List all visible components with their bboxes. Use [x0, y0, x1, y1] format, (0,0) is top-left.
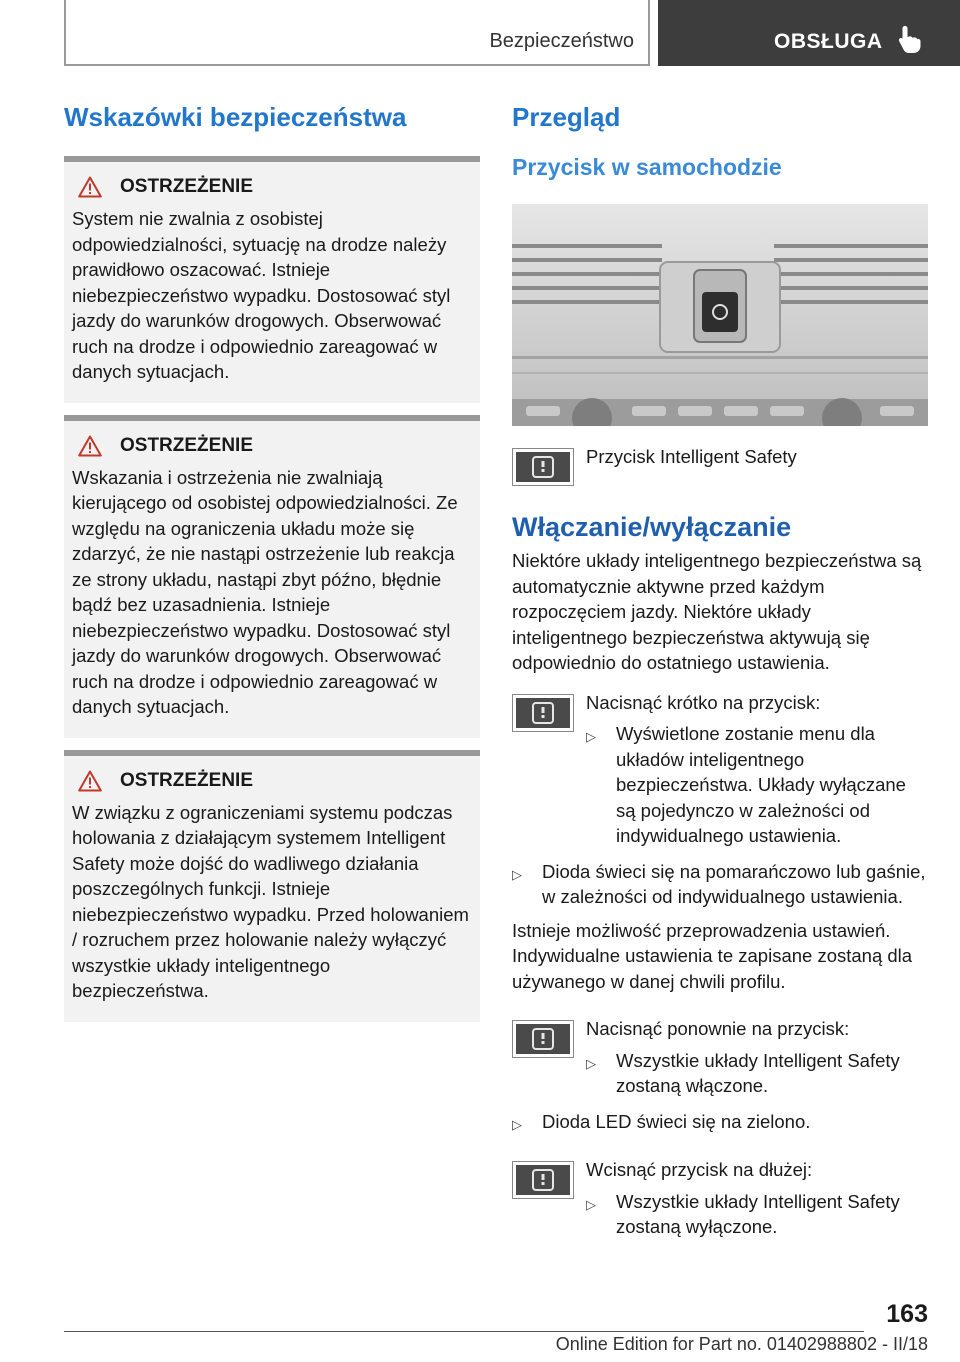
header-divider-mid: [648, 0, 650, 66]
warning-header: [72, 435, 472, 457]
warning-label: OSTRZEŻENIE: [120, 769, 254, 791]
bullet-text: Wyświetlone zostanie menu dla układów inteligentnego bezpieczeństwa. Układy wyłączane są pojedynczo w zależności od indywidualnego ustawienia.: [616, 723, 906, 846]
step-press-again: [512, 1016, 928, 1099]
step-text: Wcisnąć przycisk na dłużej:: [586, 1159, 813, 1180]
step-text: Nacisnąć krótko na przycisk:: [586, 691, 821, 713]
warning-triangle-icon: [78, 435, 102, 457]
bullet-triangle-icon: ▷: [512, 866, 522, 882]
bullet-text: Dioda świeci się na pomarańczowo lub gaśnie, w zależności od indywidualnego ustawienia.: [542, 860, 926, 907]
header-section-title: Bezpieczeństwo: [489, 30, 634, 52]
left-column: [64, 100, 480, 1022]
warning-label: OSTRZEŻENIE: [120, 434, 254, 456]
dashboard-photo-illustration: [512, 204, 928, 426]
bullet-triangle-icon: ▷: [586, 1196, 596, 1212]
list-item: [512, 859, 928, 910]
warning-text: W związku z ograniczeniami systemu podczas holowania z działającym systemem Intelligent Safety może dojść do wadliwego działania poszczególnych funkcji. Istnieje niebezpieczeństwo wypadku. Przed holowaniem / rozruchem przez holowanie należy wyłączyć wszystkie układy inteligentnego bezpieczeństwa.: [72, 801, 469, 1001]
step-text: Nacisnąć ponownie na przycisk:: [586, 1018, 850, 1039]
section-title-overview: Przegląd: [512, 102, 621, 132]
step-press-long: [512, 1157, 928, 1240]
intelligent-safety-button-icon: [512, 1161, 574, 1199]
header-tab-label: OBSŁUGA: [774, 30, 883, 53]
hand-pointer-icon: [896, 24, 922, 54]
list-item: [586, 721, 928, 849]
warning-box: [64, 156, 480, 403]
warning-box: [64, 415, 480, 738]
right-column: [512, 100, 928, 1240]
intelligent-safety-button-icon: [512, 694, 574, 732]
bullet-triangle-icon: ▷: [586, 729, 596, 744]
warning-triangle-icon: [78, 770, 102, 792]
warning-header: [72, 770, 472, 792]
section-title-on-off: Włączanie/wyłączanie: [512, 512, 792, 542]
step-press-short: [512, 690, 928, 849]
bullet-text: Wszystkie układy Intelligent Safety zostaną włączone.: [616, 1049, 900, 1096]
on-off-intro: Niektóre układy inteligentnego bezpieczeństwa są automatycznie aktywne przed każdym rozpoczęciem jazdy. Niektóre układy inteligentnego bezpieczeństwa aktywują się odpowiednio do ostatniego ustawienia.: [512, 550, 922, 673]
intelligent-safety-button-icon: [512, 448, 574, 486]
subtitle-button-in-car: Przycisk w samochodzie: [512, 154, 782, 180]
warning-text: Wskazania i ostrzeżenia nie zwalniają kierującego od osobistej odpowiedzialności. Ze względu na ograniczenia układu może się zdarzyć, że nie nastąpi ostrzeżenie lub reakcja ze strony układu, nastąpi zbyt późno, błędnie bądź bez uzasadnienia. Istnieje niebezpieczeństwo wypadku. Dostosować styl jazdy do warunków drogowych. Obserwować ruch na drodze i odpowiednio zareagować w danych sytuacjach.: [72, 466, 458, 717]
section-title-safety-hints: Wskazówki bezpieczeństwa: [64, 102, 407, 132]
warning-label: OSTRZEŻENIE: [120, 176, 254, 197]
header-underline: [64, 64, 650, 66]
bullet-text: Dioda LED świeci się na zielono.: [542, 1110, 811, 1132]
bullet-triangle-icon: ▷: [586, 1055, 596, 1071]
list-item: [512, 1109, 928, 1138]
bullet-text: Wszystkie układy Intelligent Safety zostaną wyłączone.: [616, 1190, 900, 1237]
list-item: [586, 1189, 928, 1240]
button-caption: Przycisk Intelligent Safety: [586, 446, 797, 467]
warning-header: [72, 176, 472, 198]
footer-edition: Online Edition for Part no. 01402988802 - II/18: [555, 1334, 928, 1354]
footer-divider: [64, 1331, 864, 1332]
button-caption-row: [512, 444, 928, 486]
warning-text: System nie zwalnia z osobistej odpowiedzialności, sytuację na drodze należy prawidłowo oszacować. Istnieje niebezpieczeństwo wypadku. Dostosować styl jazdy do warunków drogowych. Obserwować ruch na drodze i odpowiednio zareagować w danych sytuacjach.: [72, 208, 451, 382]
warning-box: [64, 750, 480, 1022]
car-button-photo: [512, 204, 928, 426]
warning-triangle-icon: [78, 176, 102, 198]
settings-paragraph: Istnieje możliwość przeprowadzenia ustawień. Indywidualne ustawienia te zapisane zostaną dla używanego w danej chwili profilu.: [512, 919, 913, 992]
intelligent-safety-button-icon: [512, 1020, 574, 1058]
header-tab-obsluga[interactable]: [658, 0, 960, 66]
bullet-triangle-icon: ▷: [512, 1116, 522, 1132]
list-item: [586, 1048, 928, 1099]
page-number: 163: [886, 1300, 928, 1328]
